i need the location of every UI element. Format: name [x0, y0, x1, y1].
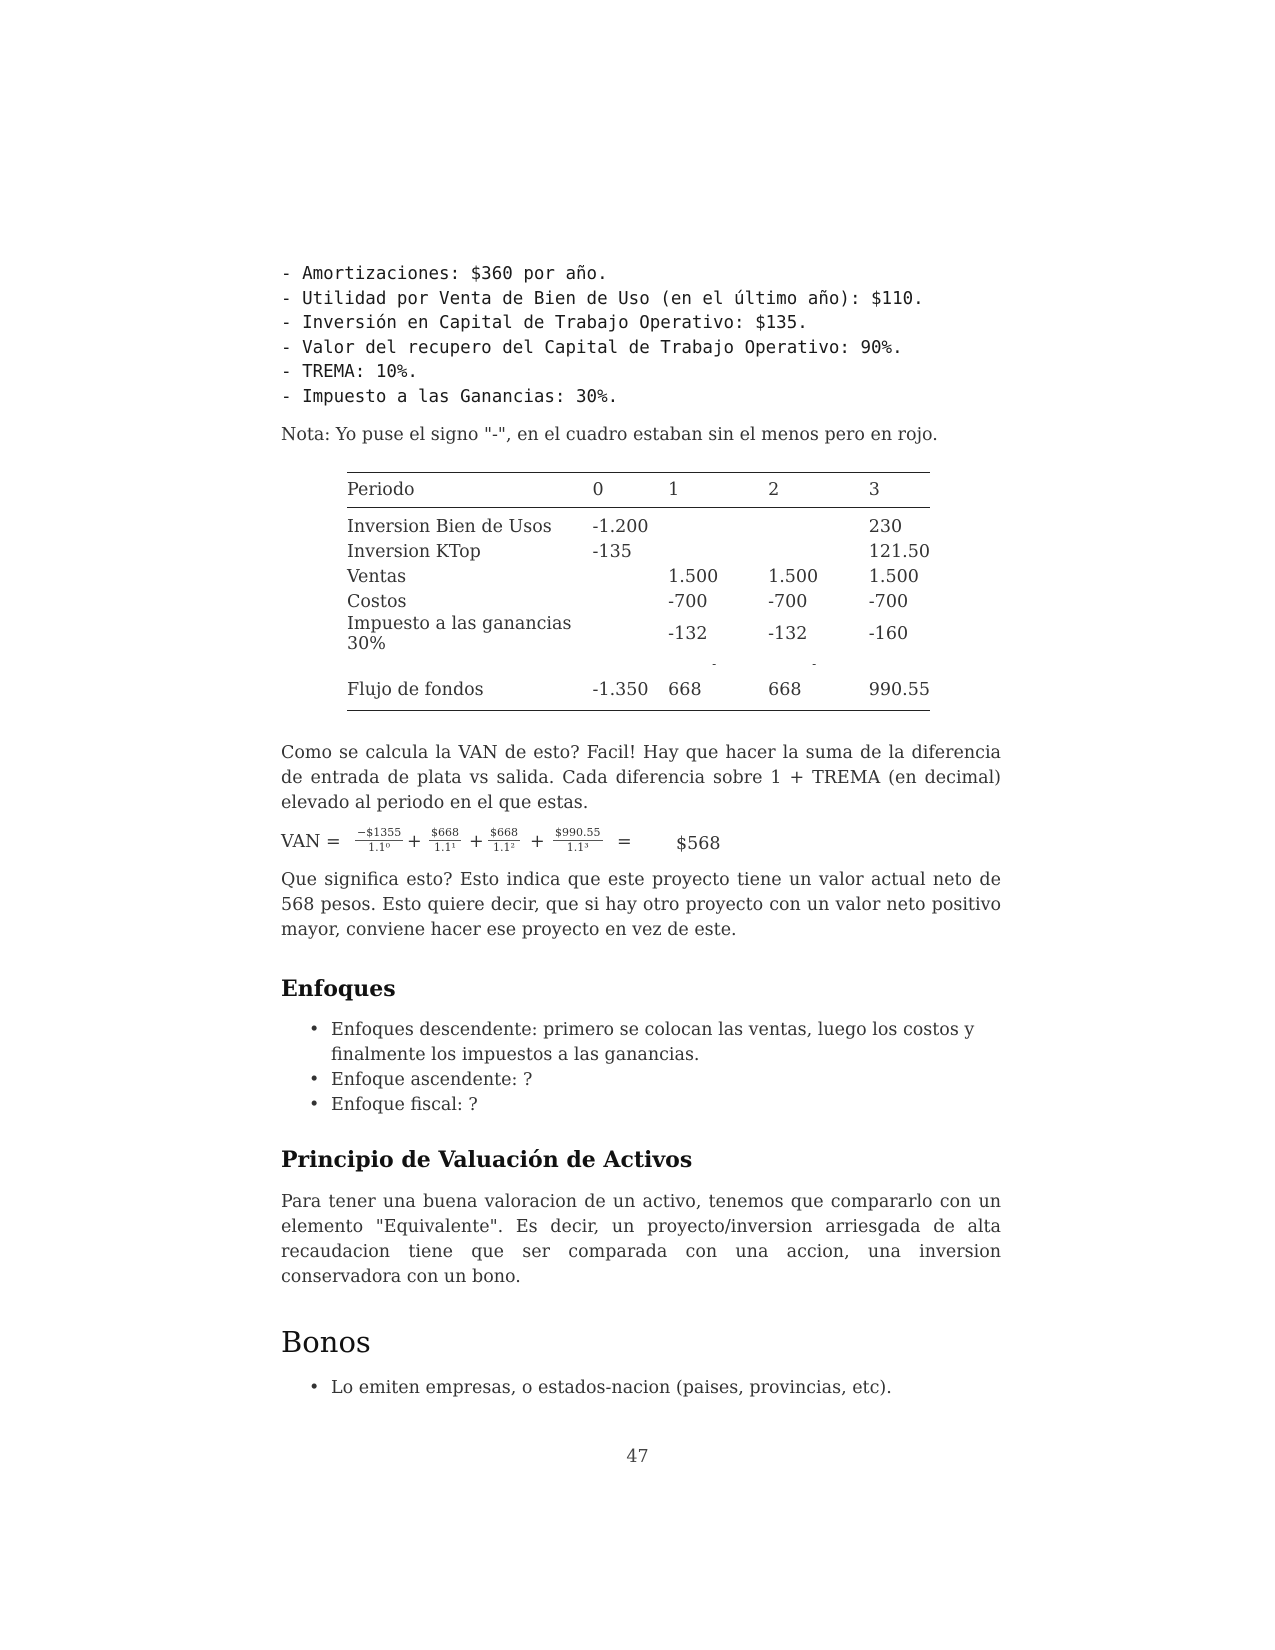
header-cell: 3 — [868, 480, 880, 500]
table-cell: - — [812, 657, 817, 671]
nota-text: Nota: Yo puse el signo "-", en el cuadro estaban sin el menos pero en rojo. — [281, 425, 938, 445]
header-cell: Periodo — [347, 480, 415, 500]
plus-operator: + — [469, 832, 484, 852]
van-result: $568 — [676, 834, 721, 854]
table-cell — [593, 654, 669, 674]
plus-operator: + — [530, 832, 545, 852]
table-cell — [668, 539, 768, 564]
table-cell: Costos — [347, 591, 407, 612]
table-cell: -132 — [768, 624, 808, 644]
fraction-denominator: 1.1¹ — [434, 841, 456, 854]
list-item — [281, 1376, 1001, 1401]
table-cell — [593, 614, 669, 654]
list-item — [281, 1068, 1001, 1093]
table-cell: -700 — [868, 591, 909, 612]
table-cell: -132 — [668, 624, 708, 644]
bullet-icon: • — [309, 1070, 320, 1090]
fraction-numerator: $668 — [490, 826, 518, 839]
fraction-denominator: 1.1³ — [566, 841, 589, 854]
table-row — [347, 564, 930, 589]
list-item: - Valor del recupero del Capital de Trabajo Operativo: 90%. — [281, 337, 903, 358]
table-cell: -135 — [592, 541, 632, 562]
page-number: 47 — [626, 1447, 649, 1467]
list-item — [281, 1018, 1001, 1068]
list-item-text: Lo emiten empresas, o estados-nacion (paises, provincias, etc). — [331, 1378, 892, 1398]
section-title-bonos: Bonos — [281, 1325, 371, 1359]
list-item: - Amortizaciones: $360 por año. — [281, 264, 608, 284]
list-item: - Impuesto a las Ganancias: 30%. — [281, 386, 619, 407]
fraction-denominator: 1.1⁰ — [368, 841, 391, 854]
principio-paragraph: Para tener una buena valoracion de un activo, tenemos que compararlo con un elemento "Equivalente". Es decir, un proyecto/inversion arriesgada de alta recaudacion tiene que ser comparada con una accion, una inversion conservadora con un bono. — [281, 1192, 1001, 1287]
list-item-text: Enfoques descendente: primero se colocan las ventas, luego los costos y finalmente los impuestos a las ganancias. — [331, 1020, 975, 1065]
table-cell: Flujo de fondos — [347, 680, 484, 700]
table-cell: Inversion Bien de Usos — [347, 516, 552, 537]
fraction-denominator: 1.1² — [493, 841, 515, 854]
table-row — [347, 539, 930, 564]
fraction-numerator: $990.55 — [555, 826, 601, 839]
table-row — [347, 614, 930, 654]
table-cell — [768, 508, 869, 540]
table-cell: 1.500 — [768, 566, 819, 587]
table-cell: Impuesto a las ganancias 30% — [347, 614, 572, 654]
table-cell: -1.350 — [592, 680, 649, 700]
enfoques-list — [281, 1018, 1001, 1118]
list-item-text: Enfoque fiscal: ? — [331, 1095, 478, 1115]
header-cell: 1 — [668, 480, 680, 500]
table-cell: 230 — [868, 516, 903, 537]
plus-operator: + — [407, 832, 422, 852]
table-cell: -160 — [868, 624, 909, 644]
fraction-numerator: −$1355 — [357, 826, 402, 839]
header-cell: 0 — [592, 480, 604, 500]
cash-flow-table — [347, 472, 930, 711]
table-cell: Ventas — [347, 566, 407, 587]
list-item: - Utilidad por Venta de Bien de Uso (en el último año): $110. — [281, 288, 924, 309]
table-row — [347, 589, 930, 614]
table-cell: -700 — [768, 591, 808, 612]
table-header-row — [347, 473, 930, 508]
table-cell: 1.500 — [868, 566, 919, 587]
van-fraction — [355, 826, 403, 855]
van-fraction — [429, 826, 461, 855]
list-item — [281, 1093, 1001, 1118]
van-meaning-paragraph: Que significa esto? Esto indica que este proyecto tiene un valor actual neto de 568 pesos. Esto quiere decir, que si hay otro proyecto con un valor neto positivo mayor, conviene hacer ese proyecto en vez de este. — [281, 870, 1001, 940]
bullet-icon: • — [309, 1095, 320, 1115]
section-title-enfoques: Enfoques — [281, 976, 396, 1002]
bullet-icon: • — [309, 1378, 320, 1398]
section-title-principio: Principio de Valuación de Activos — [281, 1147, 693, 1173]
table-cell: 121.50 — [868, 541, 930, 562]
table-cell: 668 — [668, 680, 702, 700]
header-cell: 2 — [768, 480, 780, 500]
parameter-list — [281, 262, 1001, 410]
table-cell — [593, 589, 669, 614]
table-cell: - — [712, 657, 717, 671]
van-explanation-paragraph: Como se calcula la VAN de esto? Facil! Hay que hacer la suma de la diferencia de entrada de plata vs salida. Cada diferencia sobre 1 + TREMA (en decimal) elevado al periodo en el que estas. — [281, 743, 1001, 813]
table-total-row — [347, 674, 930, 711]
table-cell: Inversion KTop — [347, 541, 481, 562]
list-item-text: Enfoque ascendente: ? — [331, 1070, 533, 1090]
fraction-numerator: $668 — [431, 826, 459, 839]
table-row — [347, 508, 930, 540]
van-fraction — [488, 826, 520, 855]
van-fraction — [553, 826, 603, 855]
bullet-icon: • — [309, 1020, 320, 1040]
table-cell — [347, 654, 593, 674]
table-cell: -700 — [668, 591, 708, 612]
table-cell — [869, 654, 930, 674]
list-item: - TREMA: 10%. — [281, 362, 418, 383]
list-item: - Inversión en Capital de Trabajo Operativo: $135. — [281, 313, 808, 334]
table-cell: -1.200 — [592, 516, 649, 537]
table-row — [347, 654, 930, 674]
van-label: VAN = — [281, 832, 341, 852]
table-cell — [668, 508, 768, 540]
table-cell: 990.55 — [868, 680, 930, 700]
table-cell — [593, 564, 669, 589]
equals-operator: = — [617, 832, 632, 852]
table-cell — [768, 539, 869, 564]
table-cell: 1.500 — [668, 566, 719, 587]
table-cell: 668 — [768, 680, 802, 700]
van-formula — [281, 826, 741, 860]
bonos-list — [281, 1376, 1001, 1401]
